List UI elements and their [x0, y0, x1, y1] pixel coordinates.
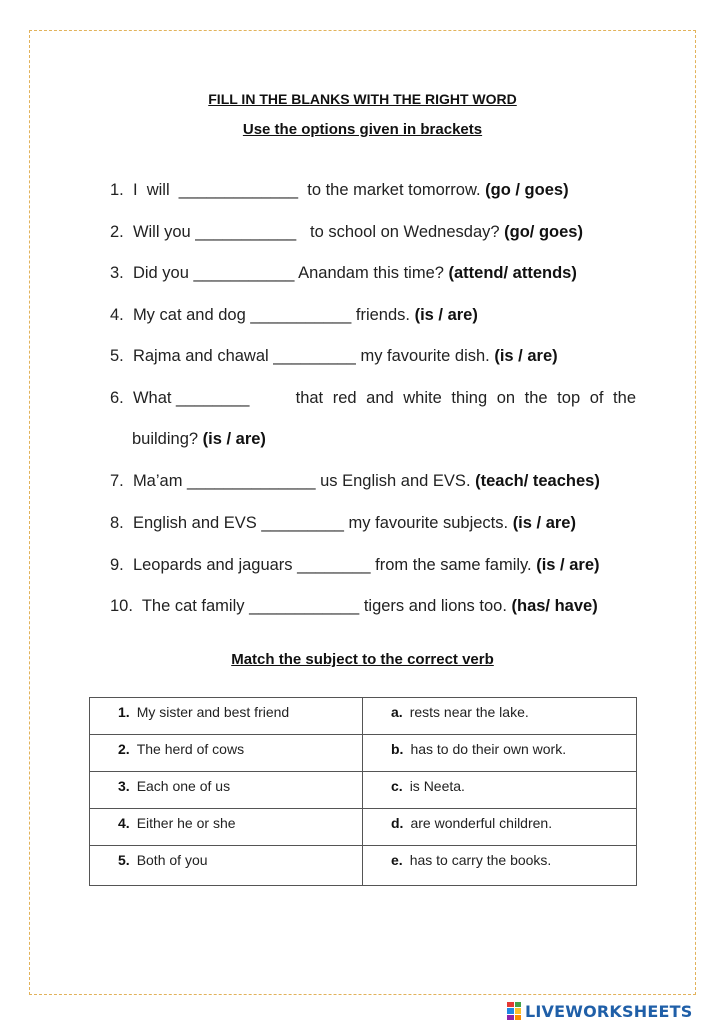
subject-cell: 5. Both of you: [90, 846, 363, 886]
options-7: (teach/ teaches): [475, 472, 600, 490]
question-8: 8. English and EVS _________ my favourite subjects. (is / are): [110, 514, 576, 532]
subject-cell: 4. Either he or she: [90, 809, 363, 846]
question-6: 6. What ________ that red and white thing on the top of the: [110, 389, 636, 407]
verb-cell: a. rests near the lake.: [363, 698, 637, 735]
options-10: (has/ have): [511, 597, 598, 615]
match-title: Match the subject to the correct verb: [231, 651, 494, 668]
table-row: [90, 772, 637, 809]
blank-1: _____________: [178, 181, 299, 199]
options-4: (is / are): [414, 306, 478, 324]
question-4: 4. My cat and dog ___________ friends. (is / are): [110, 306, 478, 324]
blank-10: ____________: [249, 597, 360, 615]
question-7: 7. Ma’am ______________ us English and EVS. (teach/ teaches): [110, 472, 600, 490]
match-table: [89, 697, 637, 886]
verb-cell: d. are wonderful children.: [363, 809, 637, 846]
options-5: (is / are): [494, 347, 558, 365]
options-1: (go / goes): [485, 181, 569, 199]
blank-7: ______________: [187, 472, 316, 490]
blank-9: ________: [297, 556, 371, 574]
verb-cell: c. is Neeta.: [363, 772, 637, 809]
options-3: (attend/ attends): [448, 264, 577, 282]
subject-cell: 3. Each one of us: [90, 772, 363, 809]
subject-cell: 2. The herd of cows: [90, 735, 363, 772]
verb-cell: e. has to carry the books.: [363, 846, 637, 886]
options-9: (is / are): [536, 556, 600, 574]
liveworksheets-logo[interactable]: [507, 1000, 692, 1022]
blank-5: _________: [273, 347, 356, 365]
options-2: (go/ goes): [504, 223, 583, 241]
question-3: 3. Did you ___________ Anandam this time? (attend/ attends): [110, 264, 577, 282]
question-9: 9. Leopards and jaguars ________ from the same family. (is / are): [110, 556, 600, 574]
worksheet-title: FILL IN THE BLANKS WITH THE RIGHT WORD: [208, 91, 517, 107]
blank-2: ___________: [195, 223, 297, 241]
options-8: (is / are): [512, 514, 576, 532]
worksheet-subtitle: Use the options given in brackets: [242, 121, 483, 138]
options-6: (is / are): [202, 430, 266, 448]
verb-cell: b. has to do their own work.: [363, 735, 637, 772]
question-1: 1. I will _____________ to the market tomorrow. (go / goes): [110, 181, 569, 199]
brand-name: LIVEWORKSHEETS: [525, 1001, 693, 1021]
subject-cell: 1. My sister and best friend: [90, 698, 363, 735]
question-5: 5. Rajma and chawal _________ my favourite dish. (is / are): [110, 347, 558, 365]
liveworksheets-logo-icon: [507, 1002, 521, 1020]
blank-3: ___________: [193, 264, 295, 282]
question-6-continued: building? (is / are): [132, 430, 266, 448]
table-row: [90, 809, 637, 846]
question-10: 10. The cat family ____________ tigers and lions too. (has/ have): [110, 597, 598, 615]
blank-4: ___________: [250, 306, 352, 324]
blank-8: _________: [261, 514, 344, 532]
table-row: [90, 735, 637, 772]
table-row: [90, 846, 637, 886]
question-2: 2. Will you ___________ to school on Wednesday? (go/ goes): [110, 223, 583, 241]
table-row: [90, 698, 637, 735]
blank-6: ________: [176, 389, 250, 407]
